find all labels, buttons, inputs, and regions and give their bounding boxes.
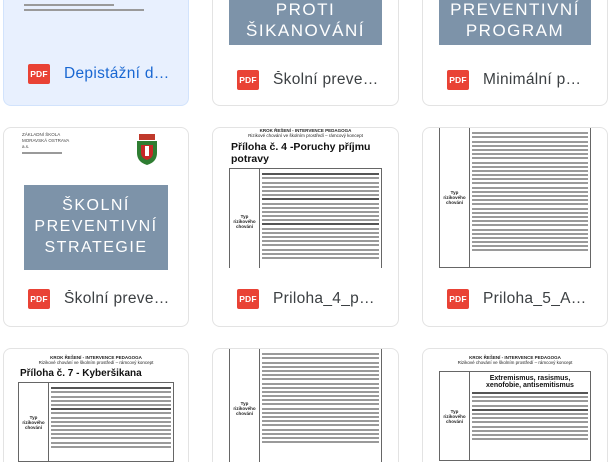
file-card[interactable] [3,127,189,327]
cover-line: PREVENTIVNÍ [34,218,158,235]
document-header: KROK ŘEŠENÍ - INTERVENCE PEDAGOGA [50,355,142,360]
document-table [229,349,382,462]
table-side-label: Typ rizikového chování [230,349,260,462]
file-card[interactable] [422,348,608,462]
file-footer [4,270,188,326]
school-header-line: MORAVSKÁ OSTRAVA [22,138,70,143]
school-header-line: ZÁKLADNÍ ŠKOLA [22,132,61,137]
table-side-label: Typ rizikového chování [440,372,470,460]
file-card[interactable] [212,348,399,462]
cover-image [439,0,591,45]
file-name: Priloha_4_p… [273,290,375,307]
pdf-icon: PDF [237,70,259,90]
table-side-label: Typ rizikového chování [440,128,470,267]
document-subheader: Rizikové chování ve školním prostředí – rámcový koncept [248,133,363,138]
school-header-line: a.s. [22,144,30,149]
document-subheader: Rizikové chování ve školním prostředí – rámcový koncept [38,360,154,365]
document-table [439,371,591,461]
document-header: KROK ŘEŠENÍ - INTERVENCE PEDAGOGA [469,355,561,360]
cover-line: PROGRAM [465,21,565,40]
pdf-icon: PDF [28,289,50,309]
document-page [439,128,591,268]
pdf-icon: PDF [28,64,50,84]
document-title: Příloha č. 7 - Kyberšikana [20,368,142,379]
pdf-icon: PDF [447,289,469,309]
document-table [439,128,591,268]
document-title: Příloha č. 4 -Poruchy příjmu potravy [231,141,371,165]
table-side-label: Typ rizikového chování [19,383,49,461]
document-page [18,349,174,462]
document-table [229,168,382,268]
cover-line: ŠIKANOVÁNÍ [246,21,365,40]
file-card[interactable] [212,0,399,106]
file-card[interactable] [3,348,189,462]
cover-line: PROTI [275,0,336,19]
file-thumbnail [4,1,188,19]
document-page [229,128,382,268]
file-footer [423,53,607,106]
file-thumbnail [423,128,607,268]
file-footer [213,53,398,106]
cover-line: STRATEGIE [44,239,148,256]
cover-image [229,0,382,45]
file-name: Minimální p… [483,71,582,88]
file-card[interactable] [422,0,608,106]
file-name: Školní preve… [273,71,379,88]
file-card[interactable] [212,127,399,327]
table-side-label: Typ rizikového chování [230,169,260,268]
file-footer [423,270,607,326]
document-title: Extremismus, rasismus, xenofobie, antisemitismus [486,375,574,389]
pdf-icon: PDF [447,70,469,90]
document-page [229,349,382,462]
cover-line: ŠKOLNÍ [62,197,130,214]
pdf-icon: PDF [237,289,259,309]
file-name: Školní preve… [64,290,170,307]
file-name: Priloha_5_A… [483,290,587,307]
coat-of-arms-icon [134,134,160,166]
document-header: KROK ŘEŠENÍ - INTERVENCE PEDAGOGA [259,128,352,133]
document-page [439,349,591,462]
document-table [18,382,174,462]
file-card[interactable] [3,0,189,106]
file-footer [213,270,398,326]
file-thumbnail [4,128,188,270]
file-card[interactable] [422,127,608,327]
cover-line: PREVENTIVNÍ [450,0,580,19]
file-footer [4,41,188,106]
file-thumbnail [213,128,398,268]
document-subheader: Rizikové chování ve školním prostředí – rámcový koncept [457,360,573,365]
file-name: Depistážní d… [64,65,170,82]
cover-image [24,185,168,270]
